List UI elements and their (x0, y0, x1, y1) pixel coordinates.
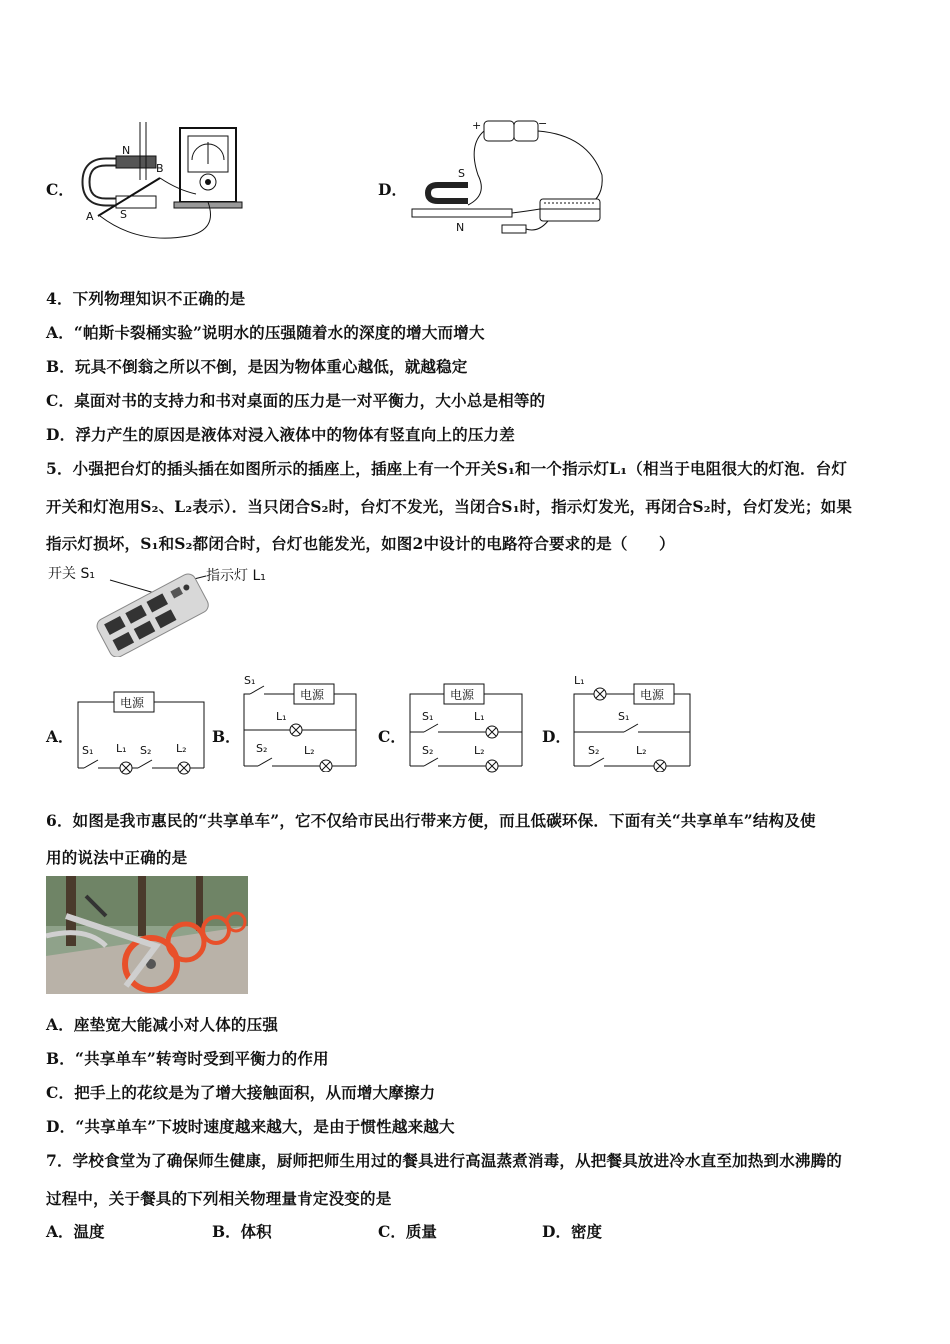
q7-option-b: B．体积 (212, 1222, 272, 1241)
q5-socket-switch-label: 开关 S₁ (48, 566, 95, 582)
s1-label: S₁ (82, 744, 94, 757)
q3-figure-c (78, 120, 258, 245)
l1-label: L₁ (574, 674, 585, 687)
q5-socket-figure (46, 562, 286, 657)
q7-stem-line1: 7．学校食堂为了确保师生健康，厨师把师生用过的餐具进行高温蒸煮消毒，从把餐具放进冷水直至加热到水沸腾的 (46, 1151, 842, 1170)
q5-stem-line1: 5．小强把台灯的插头插在如图所示的插座上，插座上有一个开关S₁和一个指示灯L₁（相当于电阻很大的灯泡．台灯 (46, 459, 848, 478)
q4-option-b: B．玩具不倒翁之所以不倒，是因为物体重心越低，就越稳定 (46, 357, 468, 376)
q5-stem-line2: 开关和灯泡用S₂、L₂表示）．当只闭合S₂时，台灯不发光，当闭合S₁时，指示灯发光，再闭合S₂时，台灯发光；如果 (46, 497, 853, 516)
q5-circuit-a (72, 688, 212, 778)
q5-option-d-label: D． (542, 727, 571, 746)
q4-option-d: D．浮力产生的原因是液体对浸入液体中的物体有竖直向上的压力差 (46, 425, 515, 444)
shared-bike-photo (46, 876, 248, 994)
q5-circuit-c (404, 682, 529, 774)
l1-label: L₁ (116, 742, 127, 755)
power-label: 电源 (640, 688, 665, 702)
q6-option-a: A．座垫宽大能减小对人体的压强 (46, 1015, 279, 1034)
q3d-label-n: N (456, 221, 465, 234)
q5-stem-line3: 指示灯损坏，S₁和S₂都闭合时，台灯也能发光，如图2中设计的电路符合要求的是（ ） (46, 534, 675, 553)
q6-option-c: C．把手上的花纹是为了增大接触面积，从而增大摩擦力 (46, 1083, 436, 1102)
q6-option-b: B．“共享单车”转弯时受到平衡力的作用 (46, 1049, 329, 1068)
l2-label: L₂ (474, 744, 485, 757)
q5-option-a-label: A． (46, 727, 74, 746)
q6-stem-line2: 用的说法中正确的是 (46, 848, 188, 867)
s1-label: S₁ (422, 710, 434, 723)
q4-stem: 4．下列物理知识不正确的是 (46, 289, 246, 308)
q6-option-d: D．“共享单车”下坡时速度越来越大，是由于惯性越来越大 (46, 1117, 455, 1136)
q7-option-a: A．温度 (46, 1222, 105, 1241)
q3c-label-b: B (156, 162, 164, 175)
q3-option-d-label: D． (378, 180, 407, 199)
l1-label: L₁ (474, 710, 485, 723)
q7-option-d: D．密度 (542, 1222, 602, 1241)
q3d-label-s: S (458, 167, 465, 180)
q5-socket-lamp-label: 指示灯 L₁ (206, 568, 266, 584)
q5-circuit-d (568, 672, 698, 772)
q5-circuit-b (238, 672, 363, 772)
q3d-label-minus: − (538, 117, 548, 130)
l2-label: L₂ (176, 742, 187, 755)
q4-option-a: A．“帕斯卡裂桶实验”说明水的压强随着水的深度的增大而增大 (46, 323, 485, 342)
power-label: 电源 (300, 688, 325, 702)
l1-label: L₁ (276, 710, 287, 723)
s2-label: S₂ (588, 744, 600, 757)
q3c-label-n: N (122, 144, 131, 157)
s1-label: S₁ (618, 710, 630, 723)
q5-option-c-label: C． (378, 727, 406, 746)
s2-label: S₂ (422, 744, 434, 757)
q3c-label-s: S (120, 208, 127, 221)
q3c-label-a: A (86, 210, 94, 223)
q6-stem-line1: 6．如图是我市惠民的“共享单车”，它不仅给市民出行带来方便，而且低碳环保．下面有关“共享单车”结构及使 (46, 811, 816, 830)
power-label: 电源 (450, 688, 475, 702)
s1-label: S₁ (244, 674, 256, 687)
s2-label: S₂ (256, 742, 268, 755)
s2-label: S₂ (140, 744, 152, 757)
l2-label: L₂ (304, 744, 315, 757)
q7-option-c: C．质量 (378, 1222, 437, 1241)
q3-figure-d (408, 115, 608, 245)
q4-option-c: C．桌面对书的支持力和书对桌面的压力是一对平衡力，大小总是相等的 (46, 391, 546, 410)
q7-stem-line2: 过程中，关于餐具的下列相关物理量肯定没变的是 (46, 1189, 392, 1208)
q5-option-b-label: B． (212, 727, 241, 746)
q3d-label-plus: + (472, 119, 482, 132)
power-label: 电源 (120, 696, 145, 710)
l2-label: L₂ (636, 744, 647, 757)
q3-option-c-label: C． (46, 180, 74, 199)
